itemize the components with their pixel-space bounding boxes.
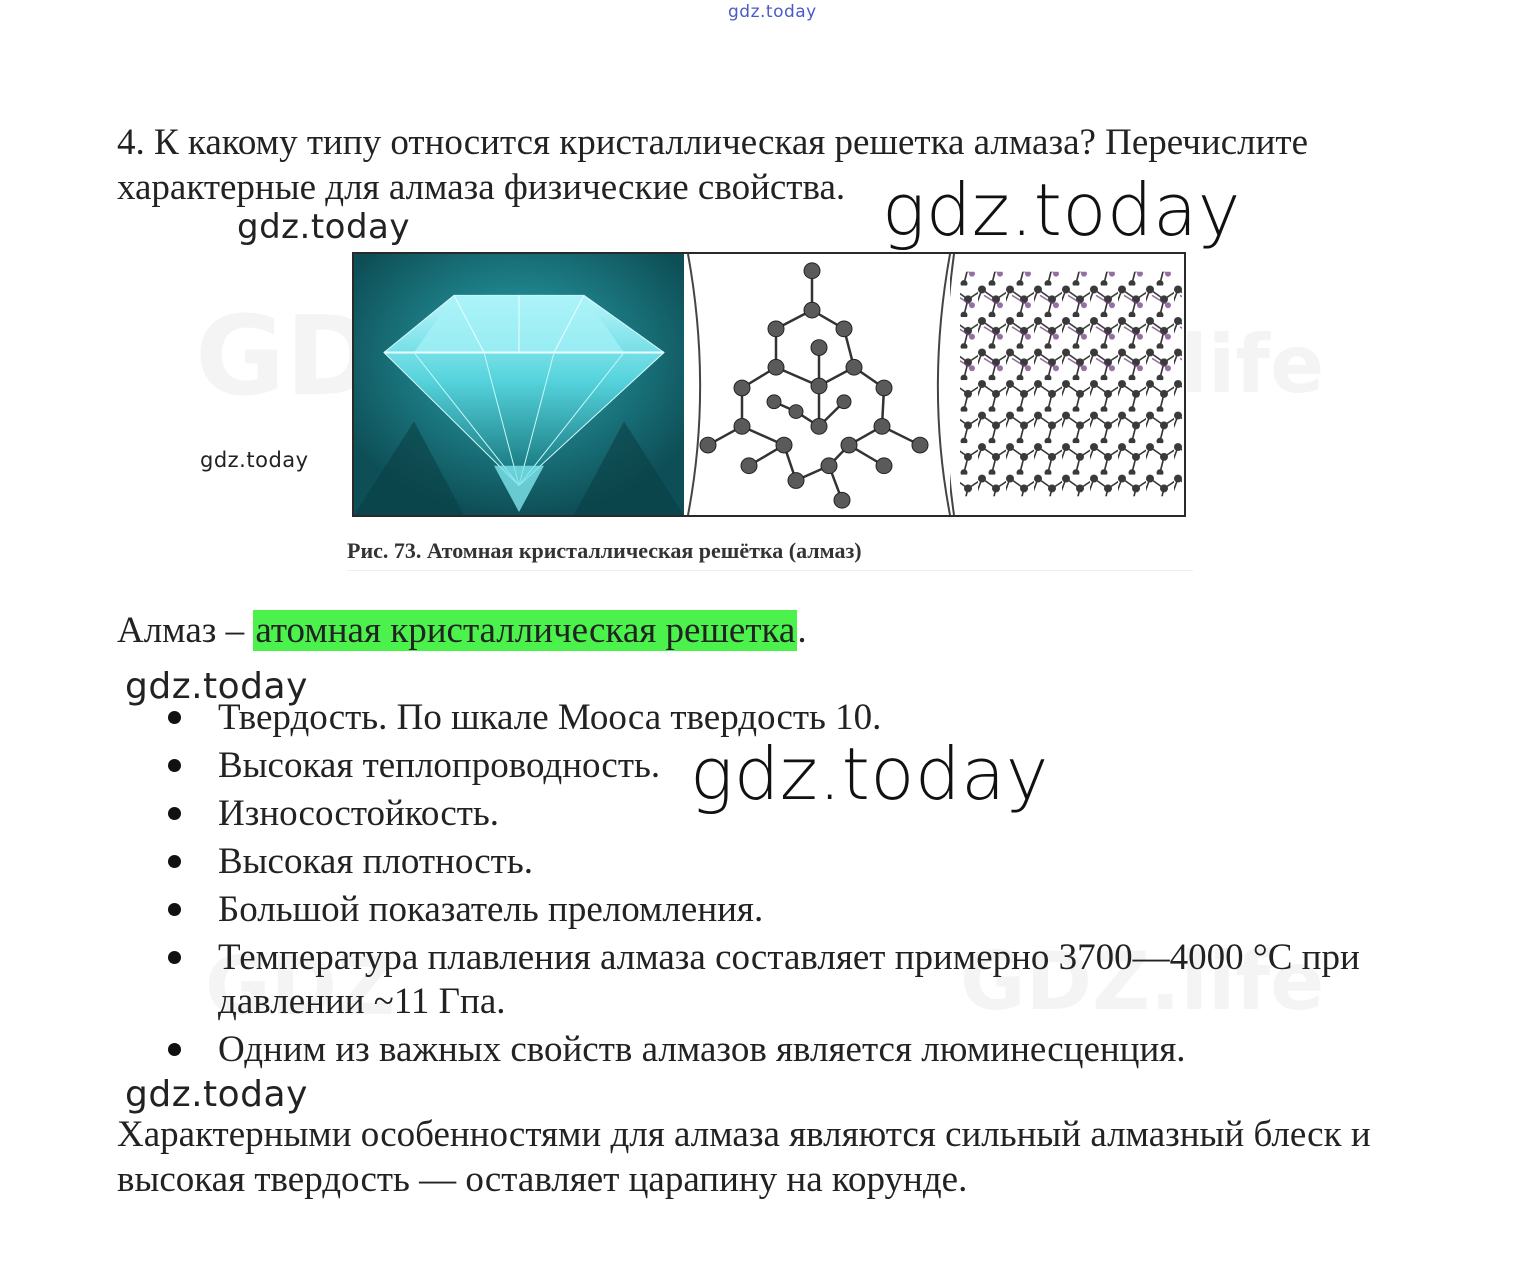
watermark-large: gdz.today <box>690 732 1049 816</box>
diamond-photo <box>354 254 684 515</box>
list-item-text: Износостойкость. <box>218 793 500 834</box>
bullet-icon <box>168 711 181 724</box>
molecule-diagram <box>684 254 954 515</box>
answer-prefix: Алмаз – <box>117 610 254 651</box>
list-item-text: Высокая плотность. <box>218 841 533 882</box>
conclusion-text: Характерными особенностями для алмаза являются сильный алмазный блеск и высокая твердость — оставляет царапину на корунде. <box>117 1114 1371 1200</box>
watermark-large: gdz.today <box>882 168 1241 252</box>
list-item <box>120 1028 1410 1072</box>
answer-line <box>117 608 807 653</box>
bullet-icon <box>168 1043 181 1056</box>
list-item <box>120 888 1410 932</box>
bullet-icon <box>168 951 181 964</box>
bullet-icon <box>168 903 181 916</box>
watermark-small: gdz.today <box>237 207 410 247</box>
lattice-diagram <box>950 254 1186 515</box>
watermark-small: gdz.today <box>125 666 308 707</box>
bullet-icon <box>168 807 181 820</box>
list-item-text: Одним из важных свойств алмазов является люминесценция. <box>218 1029 1186 1070</box>
answer-suffix: . <box>797 610 807 651</box>
list-item-text: Большой показатель преломления. <box>218 889 764 930</box>
figure-caption: Рис. 73. Атомная кристаллическая решётка (алмаз) <box>347 538 1193 571</box>
watermark-small: gdz.today <box>125 1074 308 1115</box>
question-text: 4. К какому типу относится кристаллическая решетка алмаза? Перечислите характерные для алмаза физические свойства. <box>117 122 1308 208</box>
list-item <box>120 840 1410 884</box>
bullet-icon <box>168 855 181 868</box>
list-item-text: Температура плавления алмаза составляет примерно 3700—4000 °С при давлении ~11 Гпа. <box>218 937 1360 1022</box>
bullet-icon <box>168 759 181 772</box>
list-item-text: Высокая теплопроводность. <box>218 745 661 786</box>
list-item <box>120 936 1410 1024</box>
diamond-figure <box>352 252 1186 517</box>
watermark-small: gdz.today <box>200 448 309 472</box>
answer-highlight: атомная кристаллическая решетка <box>255 610 796 651</box>
list-item-text: Твердость. По шкале Мооса твердость 10. <box>218 697 882 738</box>
watermark-top: gdz.today <box>728 2 817 22</box>
